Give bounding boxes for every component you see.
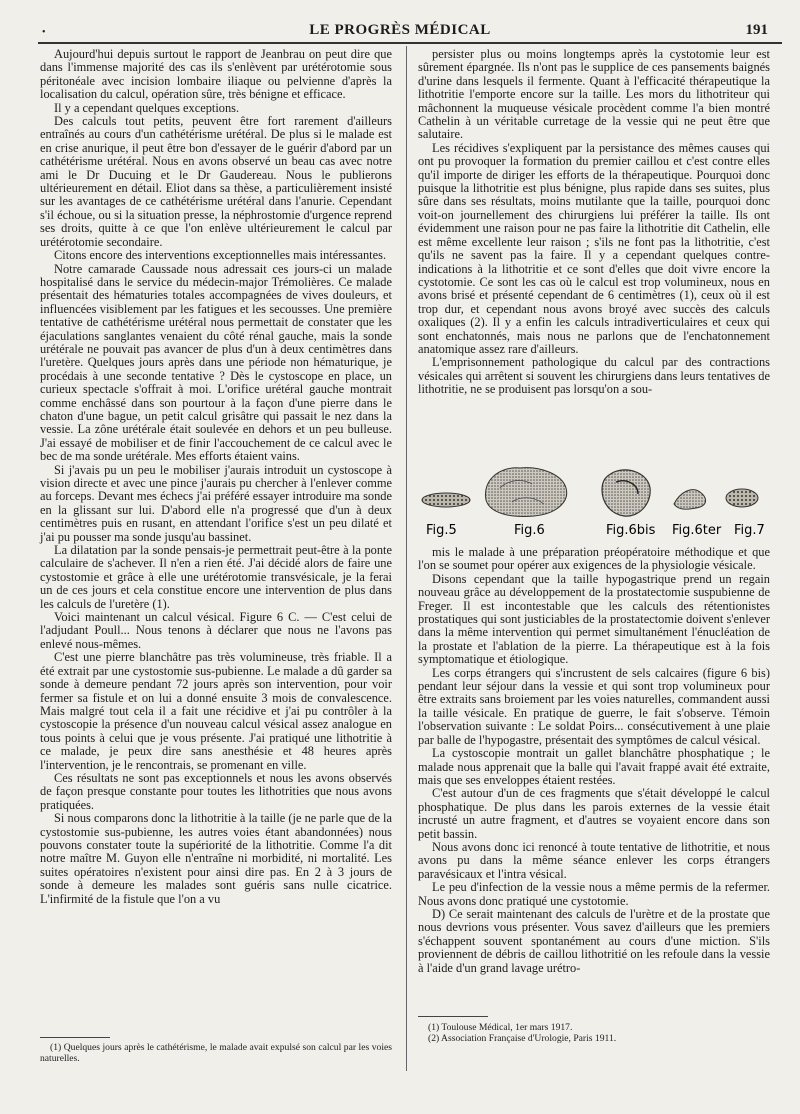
paragraph: La cystoscopie montrait un gallet blanchâtre phosphatique ; le malade nous apprenait que la balle qui l'avait frappé avait été extraite, mais que ses enveloppes étaient restées. xyxy=(418,746,770,787)
paragraph: Notre camarade Caussade nous adressait ces jours-ci un malade hospitalisé dans le service du médecin-major Trémolières. Ce malade présentait des hématuries totales accompagnées de vives douleurs, et influencées visiblement par les fatigues et les secousses. Une première tentative de cathétérisme urétéral nous permettait de constater que les éjaculations sanglantes venaient du côté rénal gauche, mais la sonde urétérale ne pouvait pas avancer de plus d'un à deux centimètres dans l'uretère. Quelques jours après dans une période non hématurique, je procédais à une seconde tentative ? Dès le cystoscope en place, un curieux spectacle s'offrait à moi. L'orifice urétéral gauche montrait comme enchâssé dans son pourtour à la façon d'une pierre dans le chaton d'une bague, un petit calcul grisâtre qui passait le nez dans la vessie. La zône urétérale était soulevée en dehors et un peu bulleuse. J'ai essayé de mobiliser et de finir l'accouchement de ce calcul avec le bec de ma sonde urétérale. Mes efforts étaient vains. xyxy=(40,261,392,464)
right-column-top xyxy=(418,48,770,397)
calculi-illustration xyxy=(416,458,776,544)
calculus-fig6ter xyxy=(674,490,706,510)
paragraph: Si nous comparons donc la lithotritie à la taille (je ne parle que de la cystostomie sus-pubienne, les autres voies étant abandonnées) nous pouvons constater toute la supériorité de la lithotritie. Comme l'a dit notre maître M. Guyon elle n'entraîne ni morbidité, ni mortalité. Les suites opératoires n'existent pour ainsi dire pas. En 2 à 3 jours de sonde à demeure les malades sont guéris sans nulle cicatrice. L'infirmité de la fistule que l'on a vu xyxy=(40,811,392,906)
paragraph: D) Ce serait maintenant des calculs de l'urètre et de la prostate que nous devrions vous présenter. Vous savez d'ailleurs que les premiers s'échappent souvent spontanément au cours d'une miction. S'ils proviennent de débris de caillou lithotritié on les refoule dans la vessie à l'aide d'un grand lavage urétro- xyxy=(418,906,770,975)
paragraph: Nous avons donc ici renoncé à toute tentative de lithotritie, et nous avons pu dans la même séance enlever les corps étrangers paravésicaux et l'intra vésical. xyxy=(418,839,770,881)
paragraph: Citons encore des interventions exceptionnelles mais intéressantes. xyxy=(54,248,387,263)
figure-label: Fig.6ter xyxy=(672,523,722,538)
header-rule xyxy=(38,42,782,44)
figure-label: Fig.7 xyxy=(734,523,765,538)
calculus-fig6bis xyxy=(602,470,650,516)
journal-title: LE PROGRÈS MÉDICAL xyxy=(309,22,491,38)
paragraph: C'est une pierre blanchâtre pas très volumineuse, très friable. Il a été extrait par une cystostomie sus-pubienne. Le malade a dû garder sa sonde à demeure pendant 72 jours après son intervention, pour voir fermer sa fistule et on lui a donné ensuite 3 mois de convalescence. Mais malgré tout cela il a fait une récidive et j'ai pu contrôler à la cystoscopie la présence d'un nouveau calcul vésical assez analogue en tous points à celui que je vous présente. J'ai pratiqué une lithotritie à ce malade, je peux dire sans anesthésie et 48 heures après l'intervention, je le rencontrais, se promenant en ville. xyxy=(40,650,392,772)
footnote: (1) Quelques jours après le cathétérisme, le malade avait expulsé son calcul par les voies naturelles. xyxy=(40,1042,392,1064)
paragraph: Les corps étrangers qui s'incrustent de sels calcaires (figure 6 bis) pendant leur séjour dans la vessie et qui sont trop volumineux pour être extraits sans broiement par les voies naturelles, commandent aussi la taille vésicale. En pratique de guerre, le fait s'observe. Témoin l'observation suivante : Le soldat Poirs... consécutivement à une plaie par balle de l'hypogastre, présentait des symptômes de calcul vésical. xyxy=(418,665,770,747)
paragraph: L'emprisonnement pathologique du calcul par des contractions vésicales qui arrêtent si souvent les chirurgiens dans leurs tentatives de lithotritie, ne se produisent pas lorsqu'on a sou- xyxy=(418,355,770,397)
paragraph: Si j'avais pu un peu le mobiliser j'aurais introduit un cystoscope à vision directe et avec une pince j'aurais pu chercher à l'enlever comme au forceps. Devant mes échecs j'ai préféré essayer introduire ma sonde en la glissant sur lui. D'abord elle n'a progressé que d'un à deux centimètres puis en rusant, en attendant l'orifice s'est un peu dilaté et j'ai pu pousser ma sonde jusqu'au bassinet. xyxy=(40,462,392,544)
footnote: (1) Toulouse Médical, 1er mars 1917. xyxy=(428,1022,573,1033)
paragraph: Le peu d'infection de la vessie nous a même permis de la refermer. Nous avons donc pratiqué une cystotomie. xyxy=(418,880,770,908)
header-mark: • xyxy=(42,27,46,38)
paragraph: Il y a cependant quelques exceptions. xyxy=(54,100,240,115)
figure-label: Fig.6 xyxy=(514,523,545,538)
paragraph: persister plus ou moins longtemps après la cystotomie leur est sûrement épargnée. Ils n'ont pas le supplice de ces pansements baignés d'urine dans lesquels il fermente. Quant à l'efficacité thérapeutique la lithotritie l'emporte encore sur la taille. Les mors du lithotriteur qui mâchonnent la muqueuse vésicale procèdent comme l'a bien montré Cathelin à un véritable curretage de la vessie qui ne peut être que salutaire. xyxy=(418,47,770,142)
page-number: 191 xyxy=(745,22,768,38)
column-separator xyxy=(406,46,407,1071)
calculus-fig6 xyxy=(485,468,566,517)
right-column-bottom xyxy=(418,546,770,975)
paragraph: Les récidives s'expliquent par la persistance des mêmes causes qui ont pu provoquer la formation du premier caillou et c'est contre elles qu'il importe de diriger les efforts de la thérapeutique. Pourquoi donc puisque la lithotritie est plus bénigne, plus rapide dans ses suites, plus sûre dans ses résultats, moins mutilante que la taille, pourquoi donc voit-on journellement des chirurgiens lui préférer la taille. Ils ont évidemment une raison pour ne pas faire la lithotritie dit Cathelin, elle est même excellente leur raison ; s'ils ne font pas la lithotritie, c'est qu'ils ne savent pas la faire. Il y a cependant quelques contre-indications à la lithotritie et ce sont d'elles que doit vivre encore la cystotomie. Ce sont les cas où le calcul est trop volumineux, nous en avons brisé et présenté cependant de 6 centimètres (1), ceux où il est trop dur, et cependant nous avons broyé avec succès des calculs oxaliques (2). Il y a enfin les calculs intradiverticulaires et ceux qui sont enchatonnés, mais nous ne parlons que de l'enchatonnement anatomique assez rare d'ailleurs. xyxy=(418,140,770,356)
calculi-figure xyxy=(416,458,776,544)
paragraph: mis le malade à une préparation préopératoire méthodique et que l'on se soumet pour opérer aux exigences de la physiologie vésicale. xyxy=(418,545,770,573)
footnote: (2) Association Française d'Urologie, Paris 1911. xyxy=(428,1033,617,1044)
paragraph: Disons cependant que la taille hypogastrique prend un regain nouveau grâce au développement de la prostatectomie suspubienne de Freger. Il est incontestable que les calculs des rétentionistes prostatiques qui sont justiciables de la prostatectomie doivent s'enlever dans la même intervention qui permet simultanément l'énucléation de la prostate et l'ablation de la pierre. La thérapeutique est à la fois symptomatique et étiologique. xyxy=(418,571,770,667)
left-column xyxy=(40,48,392,906)
paragraph: Ces résultats ne sont pas exceptionnels et nous les avons observés de façon presque constante pour toutes les lithotrities que nous avons pratiquées. xyxy=(40,770,392,812)
paragraph: Des calculs tout petits, peuvent être fort rarement d'ailleurs entraînés au cours d'un cathétérisme urétéral. De plus si le malade est en crise anurique, il peut être bon d'essayer de le guérir d'abord par un cathétérisme urétéral. Nous en avons observé un beau cas avec notre ami le Dr Ducuing et le Dr Gaudereau. Nous le publierons ultérieurement en détail. Eliot dans sa thèse, a particulièrement insisté sur les avantages de ce cathétérisme urétéral dans l'anurie. Cependant s'il échoue, ou si la situation presse, la néphrostomie d'urgence reprend ses droits, quitte à ce que l'on enlève ultérieurement le calcul par urétérotomie secondaire. xyxy=(40,114,392,249)
paragraph: Voici maintenant un calcul vésical. Figure 6 C. — C'est celui de l'adjudant Poull... Nous tenons à déclarer que nous ne l'avons pas enlevé nous-mêmes. xyxy=(40,610,392,651)
paragraph: La dilatation par la sonde pensais-je permettrait peut-être à la ponte calculaire de s'achever. Il n'en a rien été. J'ai décidé alors de faire une cystostomie et grâce à elle une urétérotomie transvésicale, je la ferai un de ces jours et cela constitue encore une intervention de plus dans les calculs de l'uretère (1). xyxy=(40,543,392,611)
figure-label: Fig.5 xyxy=(426,523,457,538)
figure-label: Fig.6bis xyxy=(606,523,656,538)
footnote-rule xyxy=(40,1037,110,1038)
right-footnotes xyxy=(418,1022,770,1044)
paragraph: C'est autour d'un de ces fragments que s'était développé le calcul phosphatique. De plus dans les parois externes de la vessie était incrusté un autre fragment, et d'autres se voyaient encore dans son petit bassin. xyxy=(418,786,770,841)
calculus-fig5 xyxy=(422,493,470,507)
left-footnotes xyxy=(40,1042,392,1064)
paragraph: Aujourd'hui depuis surtout le rapport de Jeanbrau on peut dire que dans l'immense majorité des cas ils s'enlèvent par urétérotomie sous péritonéale avec incision lombaire iliaque ou pelvienne d'après la localisation du calcul, opération sûre, très bénigne et efficace. xyxy=(40,47,392,102)
calculus-fig7 xyxy=(726,489,758,507)
footnote-rule xyxy=(418,1016,488,1017)
